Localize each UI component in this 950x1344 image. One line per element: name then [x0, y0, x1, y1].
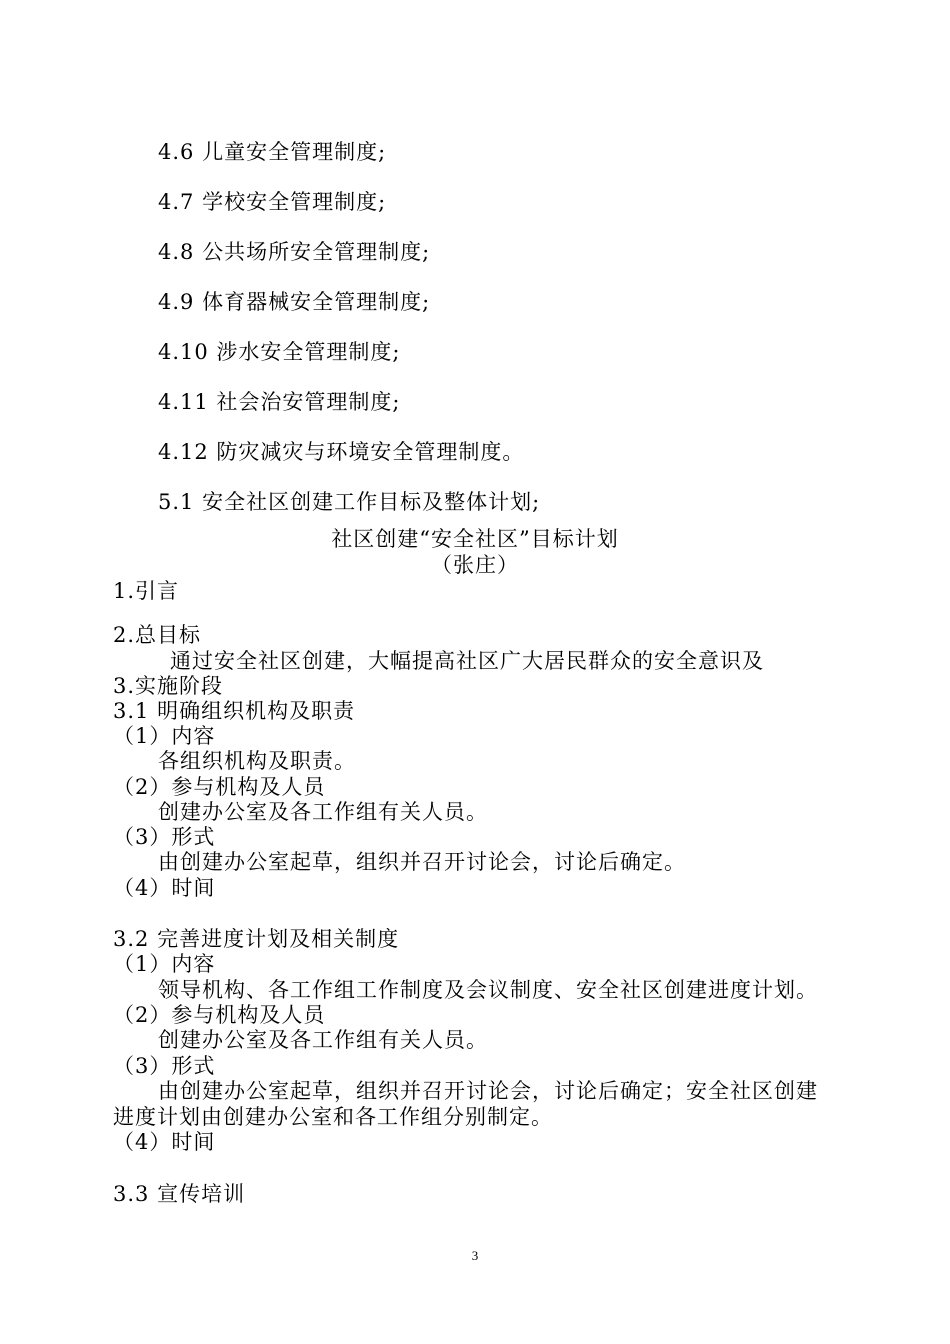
s31-item-2-body: 创建办公室及各工作组有关人员。 — [158, 800, 488, 824]
document-subtitle: （张庄） — [431, 553, 519, 577]
s31-item-1-body: 各组织机构及职责。 — [158, 749, 356, 773]
section-3-2-heading: 3.2 完善进度计划及相关制度 — [113, 927, 400, 951]
s32-item-4-label: （4）时间 — [113, 1130, 216, 1154]
item-5-1: 5.1 安全社区创建工作目标及整体计划; — [158, 490, 541, 514]
s32-item-3-body-line-1: 由创建办公室起草，组织并召开讨论会，讨论后确定；安全社区创建 — [158, 1079, 818, 1103]
section-3-3-heading: 3.3 宣传培训 — [113, 1182, 246, 1206]
page-number: 3 — [471, 1248, 479, 1263]
s32-item-2-label: （2）参与机构及人员 — [113, 1003, 326, 1027]
document-title: 社区创建“安全社区”目标计划 — [331, 527, 619, 551]
item-4-6: 4.6 儿童安全管理制度; — [158, 140, 387, 164]
section-2-heading: 2.总目标 — [113, 623, 202, 647]
section-3-heading: 3.实施阶段 — [113, 674, 224, 698]
s32-item-3-body-line-2: 进度计划由创建办公室和各工作组分别制定。 — [113, 1105, 553, 1129]
s32-item-3-label: （3）形式 — [113, 1054, 216, 1078]
s31-item-3-body: 由创建办公室起草，组织并召开讨论会，讨论后确定。 — [158, 850, 686, 874]
s31-item-4-label: （4）时间 — [113, 876, 216, 900]
s31-item-2-label: （2）参与机构及人员 — [113, 775, 326, 799]
item-4-7: 4.7 学校安全管理制度; — [158, 190, 387, 214]
item-4-8: 4.8 公共场所安全管理制度; — [158, 240, 431, 264]
section-2-body: 通过安全社区创建，大幅提高社区广大居民群众的安全意识及 — [170, 649, 764, 673]
item-4-11: 4.11 社会治安管理制度; — [158, 390, 401, 414]
item-4-10: 4.10 涉水安全管理制度; — [158, 340, 401, 364]
s32-item-1-body: 领导机构、各工作组工作制度及会议制度、安全社区创建进度计划。 — [158, 978, 818, 1002]
s31-item-3-label: （3）形式 — [113, 825, 216, 849]
s32-item-2-body: 创建办公室及各工作组有关人员。 — [158, 1028, 488, 1052]
s32-item-1-label: （1）内容 — [113, 952, 216, 976]
item-4-12: 4.12 防灾减灾与环境安全管理制度。 — [158, 440, 525, 464]
section-1-heading: 1.引言 — [113, 579, 180, 603]
item-4-9: 4.9 体育器械安全管理制度; — [158, 290, 431, 314]
s31-item-1-label: （1）内容 — [113, 724, 216, 748]
section-3-1-heading: 3.1 明确组织机构及职责 — [113, 699, 356, 723]
